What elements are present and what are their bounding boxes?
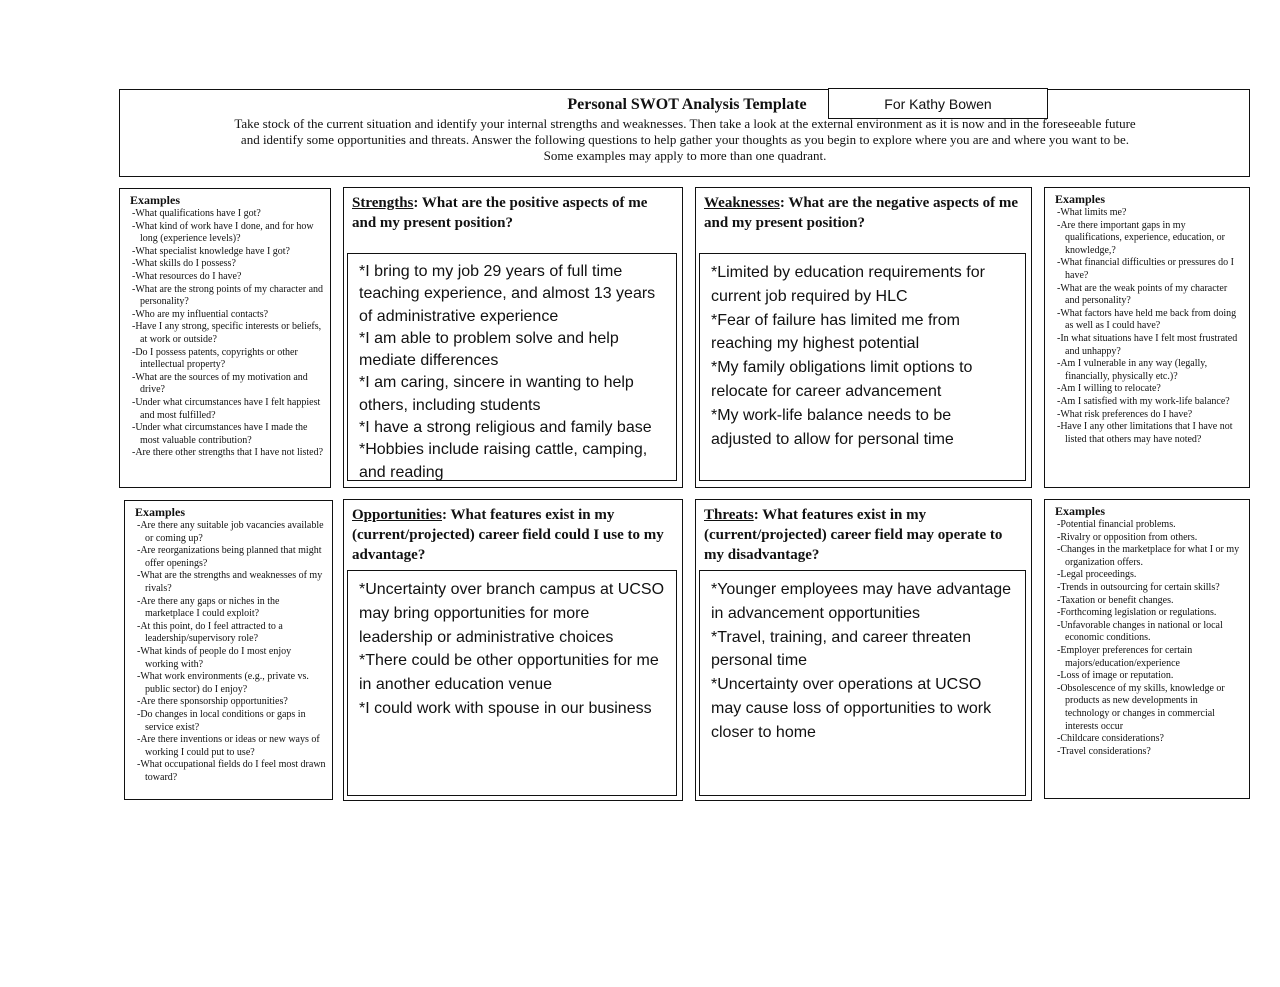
strengths-items: [359, 261, 665, 484]
strengths-examples: [119, 188, 331, 488]
example-item: -Am I vulnerable in any way (legally, financially, physically etc.)?: [1057, 358, 1208, 382]
example-item: -What are the strong points of my character and personality?: [132, 283, 324, 308]
swot-entry: *My family obligations limit options to relocate for career advancement: [711, 359, 973, 400]
examples-heading: Examples: [1055, 192, 1106, 206]
swot-entry: *I bring to my job 29 years of full time teaching experience, and almost 13 years of administrative experience: [359, 263, 656, 325]
opportunities-examples: [124, 500, 333, 800]
example-item: -Childcare considerations?: [1057, 733, 1164, 745]
strengths-question: : What are the positive aspects of me and my present position?: [352, 195, 648, 231]
example-item: -What risk preferences do I have?: [1057, 408, 1193, 420]
page-title: Personal SWOT Analysis Template: [567, 96, 807, 113]
instructions-line-1: Take stock of the current situation and identify your internal strengths and weaknesses. Then take a look at the external environment as it is now and in the foreseeable future: [234, 116, 1136, 131]
strengths-label: Strengths: [352, 195, 414, 211]
weaknesses-examples: [1044, 187, 1250, 488]
threats-quadrant: [695, 499, 1032, 801]
opportunities-question: : What features exist in my (current/projected) career field could I use to my advantage?: [352, 507, 664, 563]
threats-examples: [1044, 499, 1250, 799]
weaknesses-label: Weaknesses: [704, 195, 780, 211]
example-item: -Are there any gaps or niches in the marketplace I could exploit?: [137, 595, 280, 620]
example-item: -Are there inventions or ideas or new ways of working I could put to use?: [137, 734, 320, 758]
example-item: -Loss of image or reputation.: [1057, 670, 1174, 682]
example-item: -Under what circumstances have I made the most valuable contribution?: [132, 422, 308, 446]
example-item: -What factors have held me back from doing as well as I could have?: [1057, 307, 1237, 332]
opportunities-header: [344, 500, 682, 570]
examples-list: [135, 520, 326, 784]
example-item: -Are there important gaps in my qualifications, experience, education, or knowledge,?: [1057, 219, 1225, 256]
strengths-header: [344, 188, 682, 238]
swot-entry: *Travel, training, and career threaten personal time: [711, 628, 971, 670]
threats-items: [711, 578, 1014, 745]
instructions: [140, 116, 1230, 164]
example-item: -Employer preferences for certain majors/education/experience: [1057, 644, 1193, 669]
examples-heading: Examples: [130, 193, 181, 207]
example-item: -Have I any strong, specific interests or beliefs, at work or outside?: [132, 321, 322, 345]
swot-entry: *Younger employees may have advantage in advancement opportunities: [711, 581, 1012, 622]
strengths-content[interactable]: [347, 253, 677, 481]
examples-heading: Examples: [135, 505, 186, 519]
threats-question: : What features exist in my (current/projected) career field may operate to my disadvantage?: [704, 507, 1003, 563]
swot-entry: *Uncertainty over branch campus at UCSO may bring opportunities for more leadership or administrative choices: [359, 581, 665, 646]
examples-heading: Examples: [1055, 504, 1106, 518]
opportunities-items: [359, 578, 665, 721]
example-item: -What work environments (e.g., private vs. public sector) do I enjoy?: [137, 671, 309, 695]
example-item: -What skills do I possess?: [132, 258, 236, 270]
example-item: -Rivalry or opposition from others.: [1057, 531, 1198, 543]
example-item: -What are the weak points of my character and personality?: [1057, 282, 1228, 307]
example-item: -Taxation or benefit changes.: [1057, 594, 1174, 606]
example-item: -What are the sources of my motivation and drive?: [132, 371, 308, 396]
threats-content[interactable]: [699, 570, 1026, 796]
example-item: -Changes in the marketplace for what I or my organization offers.: [1057, 544, 1240, 568]
example-item: -Unfavorable changes in national or local economic conditions.: [1057, 619, 1223, 644]
example-item: -Am I willing to relocate?: [1057, 383, 1161, 395]
swot-entry: *There could be other opportunities for me in another education venue: [359, 652, 659, 694]
example-item: -What are the strengths and weaknesses of my rivals?: [137, 570, 323, 594]
weaknesses-question: : What are the negative aspects of me and my present position?: [704, 195, 1018, 231]
example-item: -In what situations have I felt most frustrated and unhappy?: [1057, 332, 1238, 357]
swot-entry: *My work-life balance needs to be adjusted to allow for personal time: [711, 406, 954, 448]
example-item: -Who are my influential contacts?: [132, 308, 269, 320]
example-item: -Obsolescence of my skills, knowledge or products as new developments in technology or changes in commercial interests occur: [1057, 682, 1225, 732]
instructions-line-3: Some examples may apply to more than one quadrant.: [543, 148, 827, 163]
example-item: -Are reorganizations being planned that might offer openings?: [137, 545, 322, 569]
name-field[interactable]: For Kathy Bowen: [828, 88, 1048, 119]
example-item: -Do I possess patents, copyrights or other intellectual property?: [132, 346, 298, 371]
example-item: -What qualifications have I got?: [132, 208, 261, 219]
weaknesses-quadrant: [695, 187, 1032, 488]
example-item: -Are there any suitable job vacancies available or coming up?: [137, 520, 324, 544]
threats-header: [696, 500, 1031, 570]
example-item: -Am I satisfied with my work-life balance?: [1057, 395, 1230, 407]
example-item: -What specialist knowledge have I got?: [132, 245, 290, 257]
example-item: -At this point, do I feel attracted to a leadership/supervisory role?: [137, 620, 283, 645]
example-item: -What financial difficulties or pressures do I have?: [1057, 257, 1234, 281]
examples-list: [130, 208, 324, 460]
weaknesses-header: [696, 188, 1031, 238]
opportunities-content[interactable]: [347, 570, 677, 796]
example-item: -What kinds of people do I most enjoy working with?: [137, 645, 292, 670]
examples-list: [1055, 519, 1243, 758]
swot-entry: *I have a strong religious and family base: [359, 419, 652, 437]
weaknesses-content[interactable]: [699, 253, 1026, 481]
example-item: -Forthcoming legislation or regulations.: [1057, 607, 1217, 619]
threats-label: Threats: [704, 507, 754, 523]
example-item: -Legal proceedings.: [1057, 569, 1137, 581]
swot-entry: *Hobbies include raising cattle, camping, and reading: [359, 441, 648, 481]
swot-entry: *Fear of failure has limited me from reaching my highest potential: [711, 311, 960, 353]
example-item: -Trends in outsourcing for certain skills?: [1057, 581, 1220, 593]
opportunities-label: Opportunities: [352, 507, 443, 523]
opportunities-quadrant: [343, 499, 683, 801]
swot-entry: *I am caring, sincere in wanting to help others, including students: [359, 374, 634, 414]
swot-entry: *I could work with spouse in our business: [359, 699, 652, 717]
example-item: -What resources do I have?: [132, 270, 242, 282]
weaknesses-items: [711, 261, 1014, 451]
example-item: -What limits me?: [1057, 207, 1127, 218]
example-item: -What kind of work have I done, and for how long (experience levels)?: [132, 220, 314, 245]
example-item: -Under what circumstances have I felt happiest and most fulfilled?: [132, 396, 321, 421]
instructions-line-2: and identify some opportunities and threats. Answer the following questions to help gather your thoughts as you begin to explore where you are and where you want to be.: [240, 132, 1130, 147]
example-item: -Travel considerations?: [1057, 745, 1151, 757]
example-item: -Have I any other limitations that I have not listed that others may have noted?: [1057, 421, 1233, 445]
example-item: -Potential financial problems.: [1057, 519, 1176, 530]
swot-entry: *Limited by education requirements for current job required by HLC: [711, 264, 985, 305]
strengths-quadrant: [343, 187, 683, 488]
example-item: -Are there sponsorship opportunities?: [137, 696, 288, 708]
template-header: [119, 89, 1250, 177]
swot-entry: *Uncertainty over operations at UCSO may cause loss of opportunities to work closer to home: [711, 676, 992, 741]
swot-entry: *I am able to problem solve and help mediate differences: [359, 329, 619, 370]
example-item: -What occupational fields do I feel most drawn toward?: [137, 759, 326, 783]
examples-list: [1055, 207, 1243, 446]
example-item: -Are there other strengths that I have not listed?: [132, 447, 324, 459]
example-item: -Do changes in local conditions or gaps in service exist?: [137, 708, 306, 733]
